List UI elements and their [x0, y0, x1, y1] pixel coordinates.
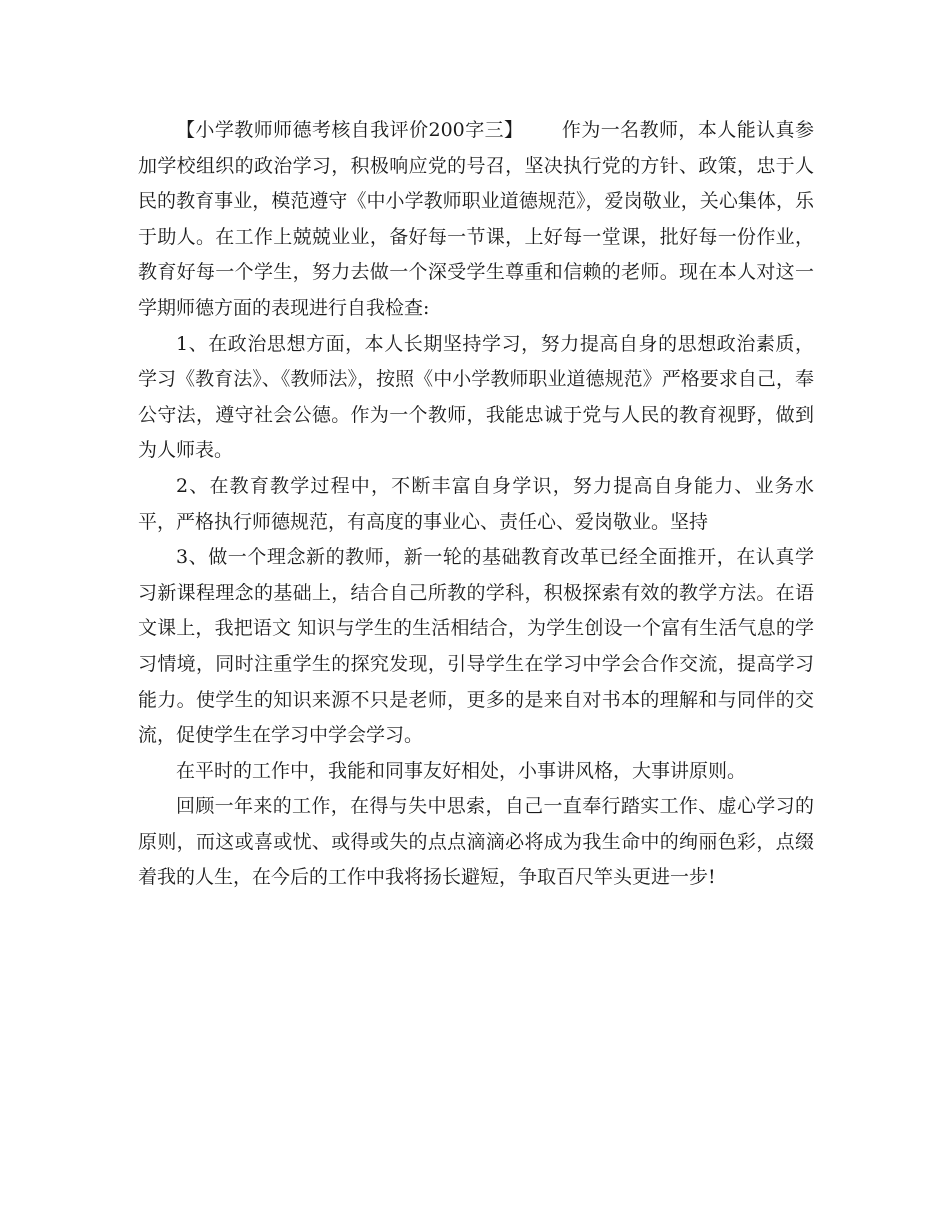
intro-paragraph — [138, 113, 814, 327]
paragraph-political: 1、在政治思想方面，本人长期坚持学习，努力提高自身的思想政治素质，学习《教育法》、《教师法》，按照《中小学教师职业道德规范》严格要求自己，奉公守法，遵守社会公德。作为一个教师，我能忠诚于党与人民的教育视野，做到为人师表。 — [138, 332, 814, 462]
paragraph-teaching: 2、在教育教学过程中，不断丰富自身学识，努力提高自身能力、业务水平，严格执行师德规范，有高度的事业心、责任心、爱岗敬业。坚持 — [138, 474, 814, 533]
intro-paragraph-text: 作为一名教师，本人能认真参加学校组织的政治学习，积极响应党的号召，坚决执行党的方针、政策，忠于人民的教育事业，模范遵守《中小学教师职业道德规范》，爱岗敬业，关心集体，乐于助人。在工作上兢兢业业，备好每一节课，上好每一堂课，批好每一份作业，教育好每一个学生，努力去做一个深受学生尊重和信赖的老师。现在本人对这一学期师德方面的表现进行自我检查: — [138, 119, 814, 319]
paragraph-colleagues: 在平时的工作中，我能和同事友好相处，小事讲风格，大事讲原则。 — [176, 759, 747, 782]
document-body — [138, 113, 814, 896]
paragraph-new-concept: 3、做一个理念新的教师，新一轮的基础教育改革已经全面推开，在认真学习新课程理念的基础上，结合自己所教的学科，积极探索有效的教学方法。在语文课上，我把语文 知识与学生的生活相结合，为学生创设一个富有生活气息的学习情境，同时注重学生的探究发现，引导学生在学习中学会合作交流，提高学习能力。使学生的知识来源不只是老师，更多的是来自对书本的理解和与同伴的交流，促使学生在学习中学会学习。 — [138, 546, 814, 747]
document-title: 【小学教师师德考核自我评价200字三】 — [176, 119, 524, 141]
paragraph-review: 回顾一年来的工作，在得与失中思索，自己一直奉行踏实工作、虚心学习的原则，而这或喜或忧、或得或失的点点滴滴必将成为我生命中的绚丽色彩，点缀着我的人生，在今后的工作中我将扬长避短，争取百尺竿头更进一步! — [138, 795, 814, 889]
